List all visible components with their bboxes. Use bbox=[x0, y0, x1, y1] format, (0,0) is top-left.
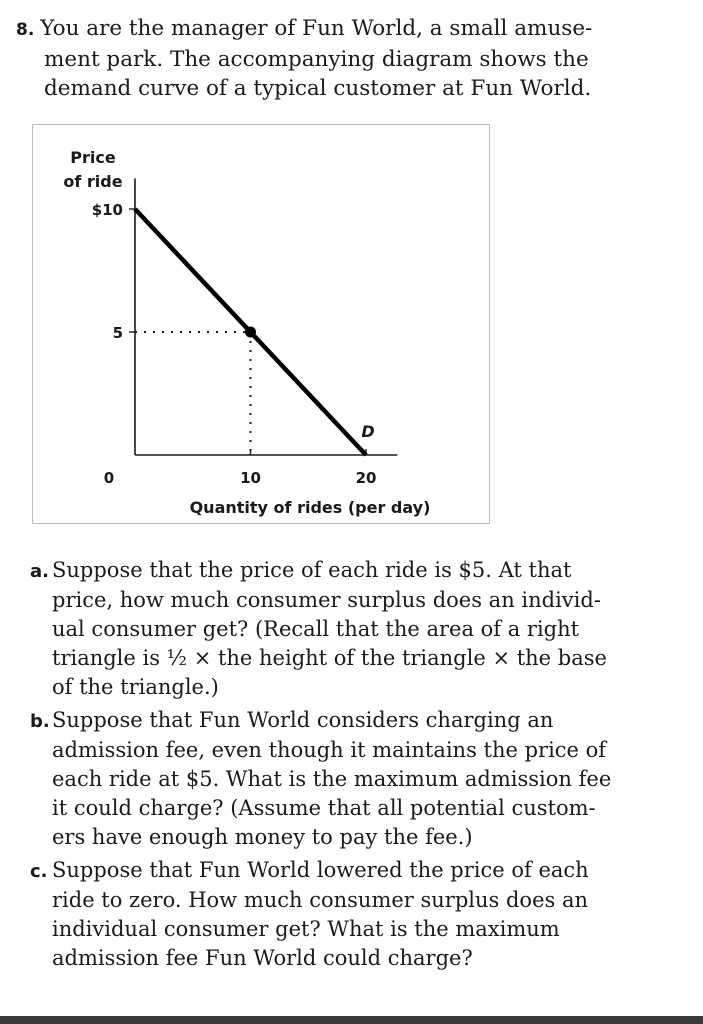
question-text: ual consumer get? (Recall that the area of a right bbox=[52, 617, 580, 641]
question-letter: c. bbox=[30, 861, 48, 882]
question-text: Suppose that the price of each ride is $5. At that bbox=[52, 558, 572, 582]
problem-line-0 bbox=[16, 14, 656, 45]
x-tick-label: 20 bbox=[355, 469, 377, 487]
equilibrium-point bbox=[245, 327, 256, 338]
x-axis-label: Quantity of rides (per day) bbox=[189, 498, 431, 517]
question-text: ride to zero. How much consumer surplus does an bbox=[52, 888, 588, 912]
question-text: triangle is ½ × the height of the triangle × the base bbox=[52, 646, 607, 670]
problem-statement bbox=[16, 14, 656, 103]
question-c bbox=[30, 856, 690, 973]
demand-curve-label: D bbox=[361, 422, 375, 441]
question-b bbox=[30, 706, 690, 852]
y-axis-label: Price bbox=[70, 148, 116, 167]
problem-line-2: demand curve of a typical customer at Fun World. bbox=[44, 76, 592, 101]
problem-text: You are the manager of Fun World, a small amuse- bbox=[40, 16, 593, 41]
question-text: it could charge? (Assume that all potential custom- bbox=[52, 796, 596, 820]
bottom-edge-bar bbox=[0, 1016, 703, 1024]
question-text: ers have enough money to pay the fee.) bbox=[52, 825, 473, 849]
problem-line-1: ment park. The accompanying diagram shows the bbox=[44, 47, 589, 72]
question-letter: b. bbox=[30, 711, 50, 732]
y-tick-label: 5 bbox=[112, 324, 123, 342]
question-text: admission fee Fun World could charge? bbox=[52, 946, 473, 970]
y-tick-label: $10 bbox=[91, 201, 123, 219]
question-text: price, how much consumer surplus does an individ- bbox=[52, 588, 601, 612]
question-text: admission fee, even though it maintains the price of bbox=[52, 738, 607, 762]
question-text: of the triangle.) bbox=[52, 675, 219, 699]
questions-list bbox=[30, 556, 690, 977]
problem-number: 8. bbox=[16, 20, 35, 40]
question-text: each ride at $5. What is the maximum admission fee bbox=[52, 767, 612, 791]
x-tick-label: 10 bbox=[240, 469, 261, 487]
demand-chart bbox=[33, 125, 489, 523]
question-text: Suppose that Fun World considers charging an bbox=[52, 708, 554, 732]
question-text: individual consumer get? What is the maximum bbox=[52, 917, 560, 941]
question-a bbox=[30, 556, 690, 702]
x-tick-label: 0 bbox=[103, 469, 115, 487]
question-letter: a. bbox=[30, 561, 49, 582]
y-axis-label: of ride bbox=[63, 172, 123, 191]
demand-curve-figure bbox=[32, 124, 490, 524]
question-text: Suppose that Fun World lowered the price of each bbox=[52, 858, 589, 882]
